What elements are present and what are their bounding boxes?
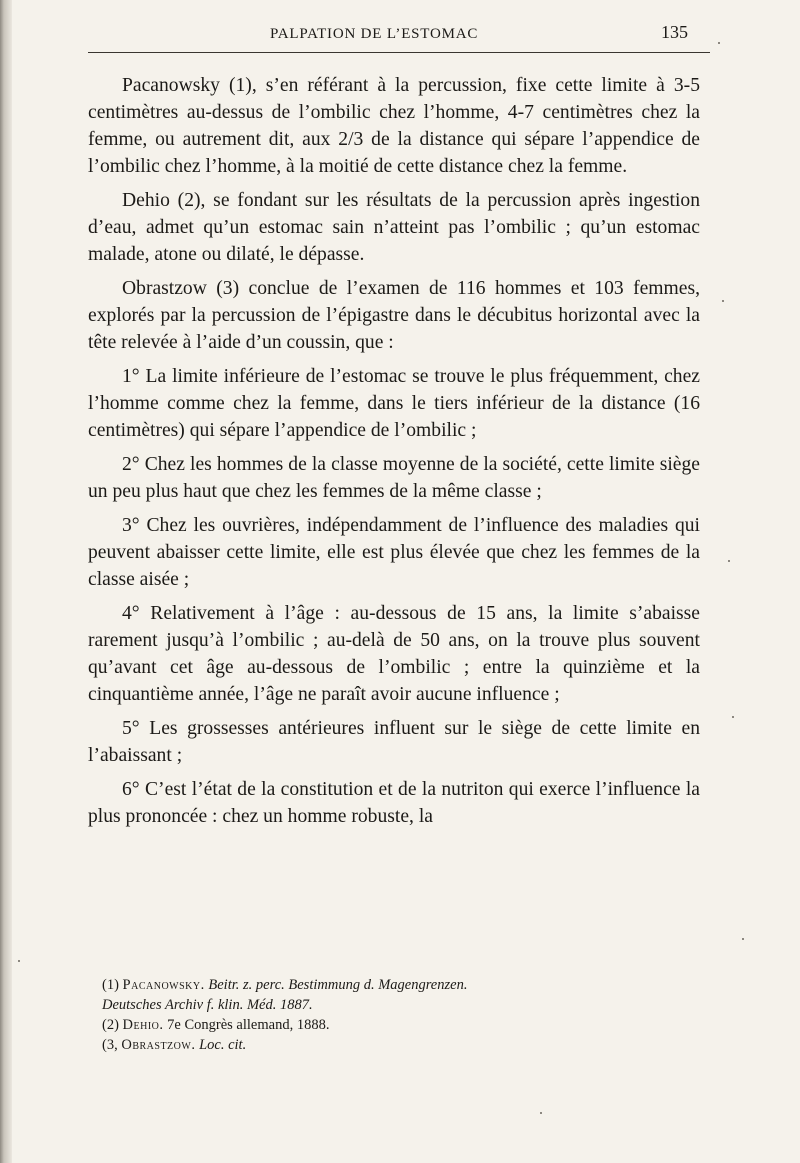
paragraph-dehio: Dehio (2), se fondant sur les résultats de la percussion après ingestion d’eau, admet qu’un estomac sain n’atteint pas l’ombilic ; qu’un estomac malade, atone ou dilaté, le dépasse. [88, 190, 700, 265]
paper-speck [722, 300, 724, 302]
footnote-2 [102, 1015, 702, 1035]
footnote-marker: (2) [102, 1017, 119, 1033]
list-item-1: 1° La limite inférieure de l’estomac se trouve le plus fréquemment, chez l’homme comme chez la femme, dans le tiers inférieur de la distance (16 centimètres) qui sépare l’appendice de l’ombilic ; [88, 366, 700, 441]
footnotes [102, 975, 702, 1055]
paper-speck [728, 560, 730, 562]
running-title: PALPATION DE L’ESTOMAC [270, 26, 479, 42]
paragraph-pacanowsky: Pacanowsky (1), s’en référant à la percussion, fixe cette limite à 3-5 centimètres au-dessus de l’ombilic chez l’homme, 4-7 centimètres chez la femme, ou autrement dit, aux 2/3 de la distance qui sépare l’appendice de l’ombilic chez l’homme, à la moitié de cette distance chez la femme. [88, 75, 700, 177]
footnote-marker: (1) [102, 977, 119, 993]
footnote-3 [102, 1035, 702, 1055]
page-number: 135 [661, 22, 688, 42]
list-item-4: 4° Relativement à l’âge : au-dessous de 15 ans, la limite s’abaisse rarement jusqu’à l’ombilic ; au-delà de 50 ans, on la trouve plus souvent qu’avant cet âge au-dessous de l’ombilic ; entre la quinzième et la cinquantième année, l’âge ne paraît avoir aucune influence ; [88, 603, 700, 705]
paper-speck [742, 938, 744, 940]
footnote-1 [102, 975, 702, 995]
paper-speck [718, 42, 720, 44]
page-spine-shadow [0, 0, 12, 1163]
footnote-author: Dehio. [122, 1017, 164, 1033]
body-text [88, 72, 700, 837]
paragraph-obrastzow: Obrastzow (3) conclue de l’examen de 116 hommes et 103 femmes, explorés par la percussion de l’épigastre dans le décubitus horizontal avec la tête relevée à l’aide d’un coussin, que : [88, 278, 700, 353]
header-rule [88, 52, 710, 53]
footnote-marker: (3, [102, 1037, 118, 1053]
footnote-author: Obrastzow. [121, 1037, 196, 1053]
paper-speck [18, 960, 20, 962]
footnote-title: Beitr. z. perc. Bestimmung d. Magengrenzen. [208, 977, 468, 993]
footnote-title: Loc. cit. [199, 1037, 247, 1053]
list-item-3: 3° Chez les ouvrières, indépendamment de l’influence des maladies qui peuvent abaisser cette limite, elle est plus élevée que chez les femmes de la classe aisée ; [88, 515, 700, 590]
paper-speck [540, 1112, 542, 1114]
footnote-author: Pacanowsky. [122, 977, 205, 993]
list-item-2: 2° Chez les hommes de la classe moyenne de la société, cette limite siège un peu plus haut que chez les femmes de la même classe ; [88, 454, 700, 502]
list-item-5: 5° Les grossesses antérieures influent sur le siège de cette limite en l’abaissant ; [88, 718, 700, 766]
list-item-6: 6° C’est l’état de la constitution et de la nutriton qui exerce l’influence la plus prononcée : chez un homme robuste, la [88, 779, 700, 827]
footnote-text: 7e Congrès allemand, 1888. [167, 1017, 330, 1033]
page-header [90, 22, 700, 52]
paper-speck [732, 716, 734, 718]
footnote-1-continuation: Deutsches Archiv f. klin. Méd. 1887. [102, 997, 313, 1013]
